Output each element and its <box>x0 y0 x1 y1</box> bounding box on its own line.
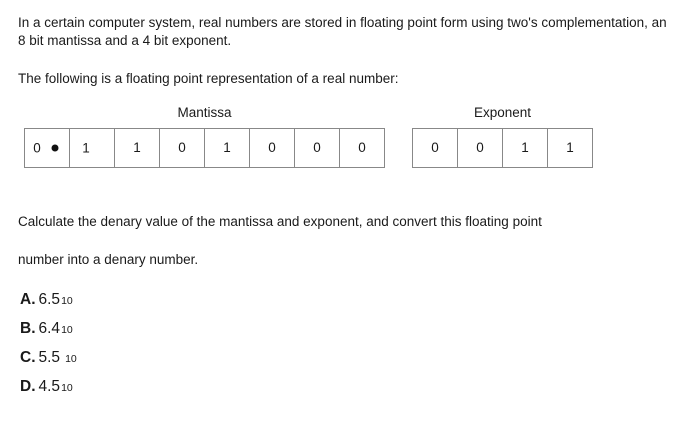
exponent-bit-row <box>412 128 593 168</box>
option-a-subscript: 10 <box>61 295 73 308</box>
mantissa-bit-7 <box>340 129 385 167</box>
exponent-group <box>412 105 593 168</box>
question-line-1: Calculate the denary value of the mantissa and exponent, and convert this floating point <box>18 213 542 229</box>
question-line-2: number into a denary number. <box>18 251 199 267</box>
mantissa-title: Mantissa <box>177 104 232 120</box>
option-d[interactable] <box>20 378 679 396</box>
bit-value: 0 <box>313 140 321 156</box>
bit-value: 0 <box>476 140 484 156</box>
option-d-value: 4.5 <box>38 378 61 396</box>
intro-paragraph: In a certain computer system, real numbers are stored in floating point form using two's complementation, an 8 bit mantissa and a 4 bit exponent. <box>18 15 667 49</box>
exponent-bit-0 <box>413 129 458 167</box>
subtitle-paragraph: The following is a floating point representation of a real number: <box>18 71 399 87</box>
bit-value: 0 <box>431 140 439 156</box>
question-text <box>18 213 678 269</box>
option-a-letter: A. <box>20 291 36 309</box>
bit-value: 0 <box>358 140 366 156</box>
option-a-value: 6.5 <box>38 291 61 309</box>
option-c-letter: C. <box>20 349 36 367</box>
option-c-value: 5.5 <box>38 349 61 367</box>
option-c[interactable] <box>20 349 679 367</box>
bit-value: 0 <box>178 140 186 156</box>
option-a[interactable] <box>20 291 679 309</box>
bit-value: 1 <box>521 140 529 156</box>
floating-point-diagram <box>18 105 679 195</box>
option-d-letter: D. <box>20 378 36 396</box>
mantissa-bit-6 <box>295 129 340 167</box>
exponent-bit-3 <box>548 129 593 167</box>
mantissa-bit-4 <box>205 129 250 167</box>
option-b-value: 6.4 <box>38 320 61 338</box>
mantissa-bit-row <box>24 128 385 168</box>
mantissa-group <box>24 105 385 168</box>
mantissa-bit-5 <box>250 129 295 167</box>
option-c-subscript: 10 <box>65 353 77 366</box>
binary-point-icon <box>52 144 59 151</box>
mantissa-bit-3 <box>160 129 205 167</box>
bit-value: 0 <box>33 140 41 156</box>
bit-value: 1 <box>82 140 90 156</box>
mantissa-bit-0 <box>25 129 70 167</box>
option-b[interactable] <box>20 320 679 338</box>
bit-value: 0 <box>268 140 276 156</box>
option-b-letter: B. <box>20 320 36 338</box>
answer-options <box>20 291 679 396</box>
mantissa-bit-1 <box>70 129 115 167</box>
exponent-bit-1 <box>458 129 503 167</box>
bit-value: 1 <box>133 140 141 156</box>
option-b-subscript: 10 <box>61 324 73 337</box>
bit-value: 1 <box>566 140 574 156</box>
option-d-subscript: 10 <box>61 382 73 395</box>
bit-value: 1 <box>223 140 231 156</box>
mantissa-bit-2 <box>115 129 160 167</box>
exponent-bit-2 <box>503 129 548 167</box>
exponent-title: Exponent <box>473 104 532 120</box>
